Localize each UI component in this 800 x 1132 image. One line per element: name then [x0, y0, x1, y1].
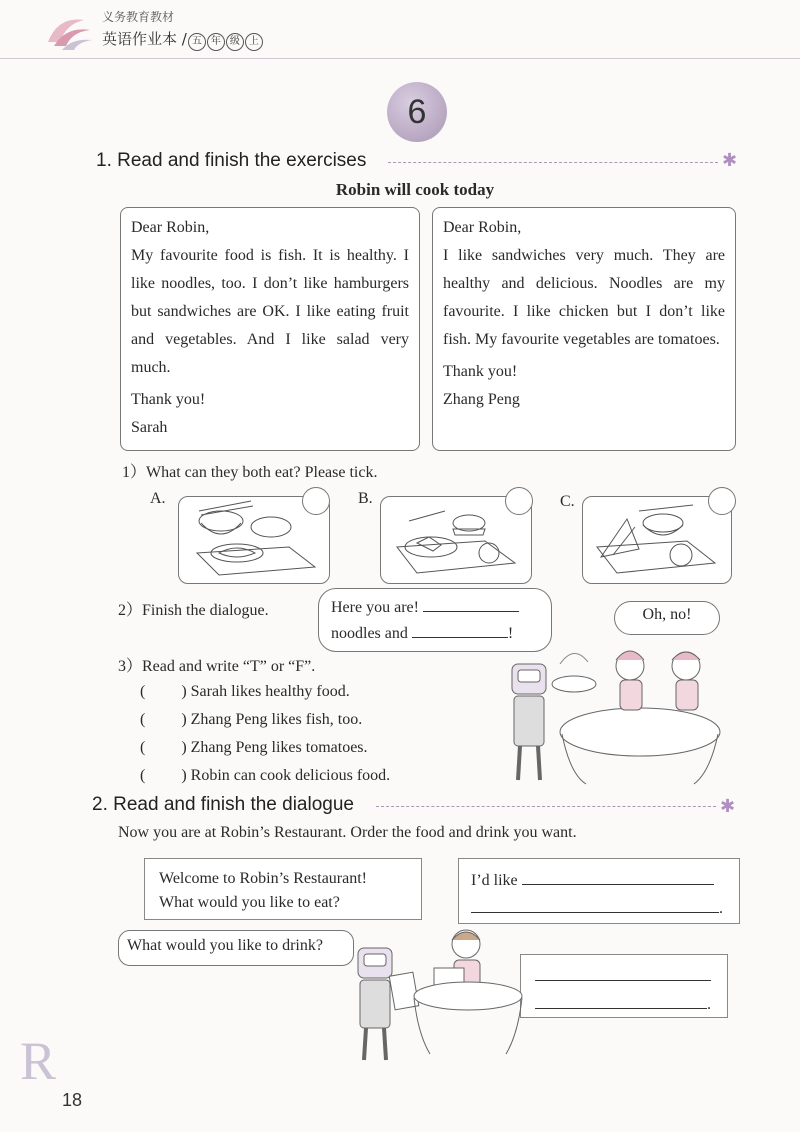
- tf-item: ( ) Robin can cook delicious food.: [140, 764, 390, 785]
- option-c-tick-circle[interactable]: [708, 487, 736, 515]
- tf-item: ( ) Zhang Peng likes tomatoes.: [140, 736, 368, 757]
- welcome-bubble: Welcome to Robin’s Restaurant! What would you like to eat?: [144, 858, 422, 920]
- tf-answer-blank[interactable]: [145, 764, 181, 780]
- story-title: Robin will cook today: [335, 180, 495, 199]
- corner-letter-mark: R: [20, 1031, 57, 1091]
- question-3-prompt: 3）Read and write “T” or “F”.: [118, 658, 316, 675]
- option-a-label: A.: [150, 490, 166, 507]
- children-reply-bubble: Oh, no!: [614, 601, 720, 635]
- publisher-logo-icon: [44, 12, 94, 54]
- letter-sarah: [120, 207, 420, 451]
- question-1-prompt: 1）What can they both eat? Please tick.: [122, 464, 378, 481]
- option-a-tick-circle[interactable]: [302, 487, 330, 515]
- star-icon: ✱: [722, 150, 738, 170]
- dialogue-blank-1[interactable]: [423, 595, 519, 612]
- option-c-food-picture: [582, 496, 732, 584]
- series-label: 义务教育教材: [102, 10, 175, 24]
- tf-answer-blank[interactable]: [145, 736, 181, 752]
- letter-zhang-peng: [432, 207, 736, 451]
- letter-signature: Sarah: [131, 419, 168, 436]
- section2-instruction: Now you are at Robin’s Restaurant. Order the food and drink you want.: [118, 824, 577, 841]
- letter-signature: Zhang Peng: [443, 391, 520, 408]
- drink-answer-blank-2[interactable]: [535, 992, 707, 1009]
- letter-greeting: Dear Robin,: [443, 219, 522, 236]
- tf-item: ( ) Zhang Peng likes fish, too.: [140, 708, 362, 729]
- tf-item: ( ) Sarah likes healthy food.: [140, 680, 350, 701]
- letter-closing: Thank you!: [443, 363, 518, 380]
- letter-greeting: Dear Robin,: [131, 219, 210, 236]
- page-number: 18: [62, 1090, 83, 1110]
- letter-body: I like sandwiches very much. They are healthy and delicious. Noodles are my favourite. I like chicken but I don’t like fish. My favourite vegetables are tomatoes.: [443, 247, 725, 348]
- sandwich-noodles-icon: [583, 497, 731, 583]
- drink-answer-box: .: [520, 954, 728, 1018]
- drink-question-bubble: What would you like to drink?: [118, 930, 354, 966]
- star-icon: ✱: [720, 796, 736, 816]
- question-2-prompt: 2）Finish the dialogue.: [118, 602, 269, 619]
- option-b-tick-circle[interactable]: [505, 487, 533, 515]
- drink-answer-blank-1[interactable]: [535, 964, 711, 981]
- section1-dotted-rule: [388, 162, 718, 163]
- food-answer-box: I’d like .: [458, 858, 740, 924]
- header-divider: [0, 58, 800, 59]
- section1-title: 1. Read and finish the exercises: [96, 150, 367, 171]
- letter-closing: Thank you!: [131, 391, 206, 408]
- letter-body: My favourite food is fish. It is healthy. I like noodles, too. I don’t like hamburgers but sandwiches are OK. I like eating fruit and vegetables. And I like salad very much.: [131, 247, 409, 376]
- section2-title: 2. Read and finish the dialogue: [92, 794, 354, 815]
- food-answer-blank-2[interactable]: [471, 896, 719, 913]
- tf-answer-blank[interactable]: [145, 680, 181, 696]
- food-answer-blank-1[interactable]: [522, 868, 714, 885]
- robin-speech-bubble: Here you are! noodles and !: [318, 588, 552, 652]
- option-b-label: B.: [358, 490, 373, 507]
- tf-answer-blank[interactable]: [145, 708, 181, 724]
- book-title: 英语作业本 / 五 年 级 上: [102, 28, 263, 51]
- option-c-label: C.: [560, 493, 575, 510]
- robot-serving-children-illustration: [490, 634, 730, 790]
- section2-dotted-rule: [376, 806, 716, 807]
- unit-number-badge: 6: [387, 82, 447, 142]
- restaurant-waiter-illustration: [344, 924, 524, 1064]
